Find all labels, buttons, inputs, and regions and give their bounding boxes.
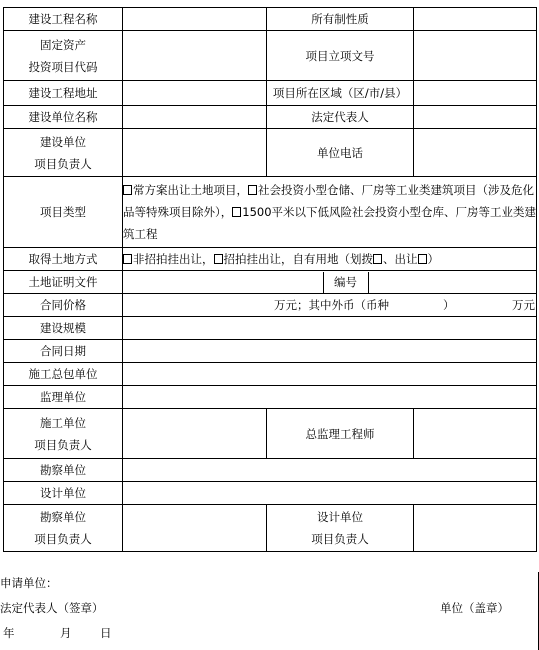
- field-project-name[interactable]: [123, 8, 267, 31]
- row-contractor-manager: [4, 409, 537, 459]
- checkbox-option-1[interactable]: [123, 185, 132, 195]
- label-construction-manager-line2: 项目负责人: [34, 156, 92, 171]
- row-general-contractor: [4, 363, 537, 386]
- project-type-option-2: 社会投资小型仓储、厂房等工业类建筑项目（涉及危化品等特殊项目除外），: [123, 183, 534, 219]
- row-construction-manager: [4, 129, 537, 177]
- row-survey-design-managers: [4, 505, 537, 552]
- label-design-manager-line2: 项目负责人: [311, 532, 369, 546]
- label-contract-date: 合同日期: [4, 340, 123, 363]
- field-supervision-unit[interactable]: [123, 386, 537, 409]
- row-design-unit: [4, 482, 537, 505]
- label-investment-code-line2: 投资项目代码: [28, 59, 98, 74]
- field-legal-representative[interactable]: [414, 106, 537, 129]
- label-design-manager: [267, 505, 414, 552]
- label-construction-unit: 建设单位名称: [4, 106, 123, 129]
- field-chief-supervisor[interactable]: [414, 409, 537, 459]
- label-land-certificate: 土地证明文件: [4, 271, 123, 294]
- applicant-label: 申请单位：: [0, 576, 58, 590]
- field-construction-scale[interactable]: [123, 317, 537, 340]
- label-land-acquisition: 取得土地方式: [4, 248, 123, 271]
- label-general-contractor: 施工总包单位: [4, 363, 123, 386]
- field-design-manager[interactable]: [414, 505, 537, 552]
- checkbox-option-2[interactable]: [248, 185, 257, 195]
- field-land-certificate-group: [123, 271, 537, 294]
- field-contract-date[interactable]: [123, 340, 537, 363]
- field-ownership[interactable]: [414, 8, 537, 31]
- label-contract-price: 合同价格: [4, 294, 123, 317]
- label-contractor-manager: [4, 409, 123, 459]
- field-survey-unit[interactable]: [123, 459, 537, 482]
- contract-price-close-paren: ）: [443, 298, 455, 312]
- date-month-label: 月: [60, 626, 72, 640]
- label-approval-number: 项目立项文号: [267, 31, 414, 81]
- land-option-close: ）: [427, 252, 439, 266]
- field-project-type: [123, 177, 537, 248]
- row-construction-scale: [4, 317, 537, 340]
- row-land-acquisition: [4, 248, 537, 271]
- label-chief-supervisor: 总监理工程师: [267, 409, 414, 459]
- label-project-name: 建设工程名称: [4, 8, 123, 31]
- land-option-transfer: 、出让: [383, 252, 418, 266]
- row-project-name: [4, 8, 537, 31]
- field-project-district[interactable]: [414, 81, 537, 106]
- field-general-contractor[interactable]: [123, 363, 537, 386]
- field-land-acquisition: [123, 248, 537, 271]
- unit-seal-label: 单位（盖章）: [440, 601, 509, 615]
- date-year-label: 年: [3, 626, 15, 640]
- field-contractor-manager[interactable]: [123, 409, 267, 459]
- label-contractor-manager-line1: 施工单位: [40, 415, 86, 430]
- field-approval-number[interactable]: [414, 31, 537, 81]
- row-survey-unit: [4, 459, 537, 482]
- row-land-certificate: [4, 271, 537, 294]
- legal-rep-signature-label: 法定代表人（签章）: [0, 601, 104, 615]
- row-construction-unit: [4, 106, 537, 129]
- label-construction-scale: 建设规模: [4, 317, 123, 340]
- field-construction-manager[interactable]: [123, 129, 267, 177]
- label-survey-unit: 勘察单位: [4, 459, 123, 482]
- project-type-option-1: 常方案出让土地项目，: [133, 183, 248, 197]
- contract-price-unit-text: 万元；其中外币（币种: [274, 298, 389, 312]
- checkbox-non-auction[interactable]: [123, 254, 132, 264]
- row-contract-date: [4, 340, 537, 363]
- checkbox-transfer[interactable]: [418, 254, 427, 264]
- field-construction-unit[interactable]: [123, 106, 267, 129]
- checkbox-auction[interactable]: [214, 254, 223, 264]
- label-project-district: 项目所在区域（区/市/县）: [267, 81, 414, 106]
- label-contractor-manager-line2: 项目负责人: [34, 437, 92, 452]
- field-design-unit[interactable]: [123, 482, 537, 505]
- label-ownership: 所有制性质: [267, 8, 414, 31]
- field-unit-phone[interactable]: [414, 129, 537, 177]
- row-project-address: [4, 81, 537, 106]
- label-survey-manager-line2: 项目负责人: [34, 532, 92, 546]
- land-option-non-auction: 非招拍挂出让，: [133, 252, 214, 266]
- label-design-unit: 设计单位: [4, 482, 123, 505]
- label-design-manager-line1: 设计单位: [317, 510, 363, 524]
- row-project-type: [4, 177, 537, 248]
- field-survey-manager[interactable]: [123, 505, 267, 552]
- label-legal-representative: 法定代表人: [267, 106, 414, 129]
- label-construction-manager-line1: 建设单位: [40, 134, 86, 149]
- date-day-label: 日: [100, 626, 112, 640]
- label-unit-phone: 单位电话: [267, 129, 414, 177]
- label-certificate-number: 编号: [323, 272, 368, 293]
- contract-price-foreign-unit: 万元: [512, 298, 535, 312]
- label-investment-code: [4, 31, 123, 81]
- label-investment-code-line1: 固定资产: [40, 37, 86, 52]
- field-investment-code[interactable]: [123, 31, 267, 81]
- label-supervision-unit: 监理单位: [4, 386, 123, 409]
- label-construction-manager: [4, 129, 123, 177]
- field-certificate-number[interactable]: [368, 272, 536, 293]
- checkbox-allocation[interactable]: [373, 254, 382, 264]
- label-project-type: 项目类型: [4, 177, 123, 248]
- label-survey-manager: [4, 505, 123, 552]
- checkbox-option-3[interactable]: [232, 207, 241, 217]
- field-project-address[interactable]: [123, 81, 267, 106]
- form-table: [3, 7, 537, 552]
- label-project-address: 建设工程地址: [4, 81, 123, 106]
- row-investment-code: [4, 31, 537, 81]
- field-contract-price[interactable]: [123, 294, 537, 317]
- row-supervision-unit: [4, 386, 537, 409]
- signature-section: [0, 572, 539, 650]
- land-option-auction: 招拍挂出让，自有用地（划拨: [223, 252, 373, 266]
- label-survey-manager-line1: 勘察单位: [40, 510, 86, 524]
- project-type-option-3: 1500平米以下低风险社会投资小型仓库、厂房等工业类建筑工程: [123, 205, 537, 241]
- field-land-certificate[interactable]: [123, 272, 323, 293]
- row-contract-price: [4, 294, 537, 317]
